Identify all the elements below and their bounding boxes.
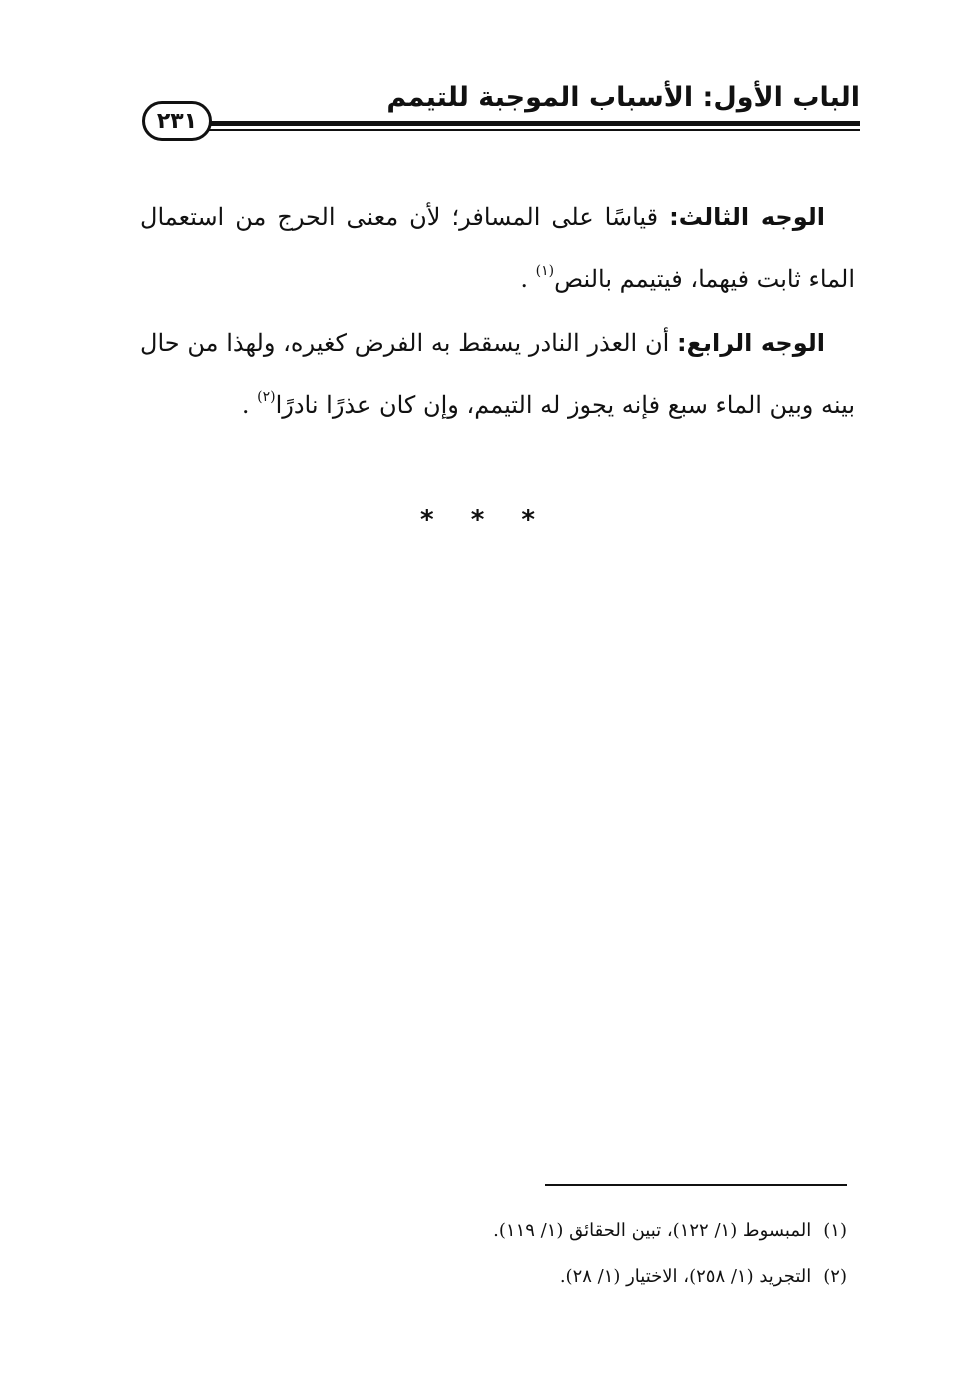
footnote-item <box>247 1254 847 1300</box>
paragraph-end: . <box>520 265 528 293</box>
paragraph-third-aspect <box>140 186 855 310</box>
running-head: الباب الأول: الأسباب الموجبة للتيمم <box>386 82 860 113</box>
footnote-separator <box>545 1184 847 1186</box>
paragraph-fourth-aspect <box>140 312 855 436</box>
asterism-star: * <box>521 505 535 535</box>
asterism-star: * <box>470 505 485 535</box>
header-rule-thin <box>208 129 860 131</box>
header-rule <box>208 121 860 126</box>
footnote-text: المبسوط (١/ ١٢٢)، تبين الحقائق (١/ ١١٩). <box>493 1220 812 1241</box>
footnote-ref: (٢) <box>257 389 276 405</box>
paragraph-text: قياسًا على المسافر؛ لأن معنى الحرج من استعمال الماء ثابت فيهما، فيتيمم بالنص <box>140 203 855 293</box>
paragraph-end: . <box>241 391 250 419</box>
footnote-text: التجريد (١/ ٢٥٨)، الاختيار (١/ ٢٨). <box>559 1266 812 1287</box>
page-number: ٢٣١ <box>156 108 198 134</box>
paragraph-text: أن العذر النادر يسقط به الفرض كغيره، ولهذا من حال بينه وبين الماء سبع فإنه يجوز له التيمم، وإن كان عذرًا نادرًا <box>140 329 855 419</box>
body-text <box>140 186 855 436</box>
footnote-ref: (١) <box>535 263 555 279</box>
paragraph-lead: الوجه الثالث: <box>669 203 826 231</box>
asterism-star: * <box>419 505 434 535</box>
section-break <box>0 505 955 535</box>
footnotes <box>247 1208 847 1300</box>
page-number-badge <box>142 101 212 141</box>
footnote-number: (١) <box>823 1220 847 1241</box>
footnote-item <box>247 1208 847 1254</box>
footnote-number: (٢) <box>823 1266 847 1287</box>
paragraph-lead: الوجه الرابع: <box>677 329 826 357</box>
